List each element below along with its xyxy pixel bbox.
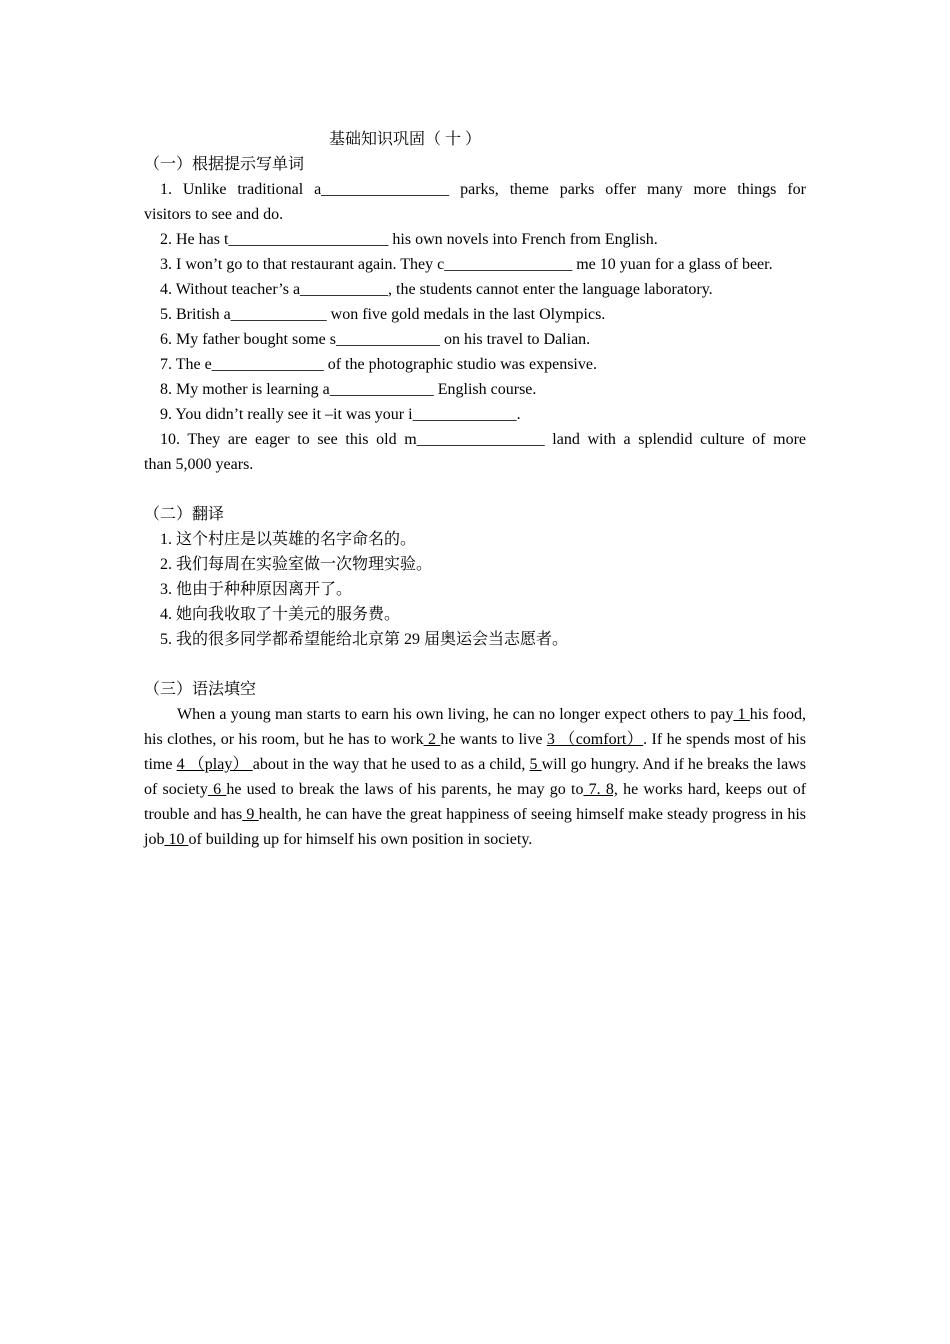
translation-1: 1. 这个村庄是以英雄的名字命名的。 [160, 531, 417, 548]
passage-text: he used to break the laws of his parents, he may go to [226, 781, 584, 798]
blank-3: 3 （comfort） [546, 731, 644, 748]
question-1-line-2: visitors to see and do. [144, 206, 284, 223]
blank-7-8: 7. 8, [583, 781, 618, 798]
passage-text: he wants to live [440, 731, 547, 748]
blank-9: 9 [242, 806, 259, 823]
question-2: 2. He has t____________________ his own novels into French from English. [160, 231, 658, 248]
question-9: 9. You didn’t really see it –it was your i_____________. [160, 406, 521, 423]
passage-text: about in the way that he used to as a child, [252, 756, 530, 773]
translation-2: 2. 我们每周在实验室做一次物理实验。 [160, 556, 433, 573]
question-6: 6. My father bought some s_____________ on his travel to Dalian. [160, 331, 591, 348]
section-2-heading: （二）翻译 [144, 506, 225, 523]
translation-3: 3. 他由于种种原因离开了。 [160, 581, 353, 598]
blank-4: 4 （play） [176, 756, 253, 773]
question-8: 8. My mother is learning a_____________ English course. [160, 381, 537, 398]
blank-10: 10 [164, 831, 189, 848]
question-10-line-2: than 5,000 years. [144, 456, 254, 473]
spacer [144, 477, 806, 502]
question-7: 7. The e______________ of the photographic studio was expensive. [160, 356, 597, 373]
passage-text: health, he can have the great happiness of seeing himself make steady progress in his job [144, 806, 807, 848]
translation-5: 5. 我的很多同学都希望能给北京第 29 届奥运会当志愿者。 [160, 631, 569, 648]
blank-6: 6 [207, 781, 227, 798]
section-1-heading: （一）根据提示写单词 [144, 156, 305, 173]
passage-text: of building up for himself his own position in society. [188, 831, 533, 848]
question-4: 4. Without teacher’s a___________, the students cannot enter the language laboratory. [160, 281, 713, 298]
passage-text: . If he spends most of his time [144, 731, 807, 773]
question-3: 3. I won’t go to that restaurant again. They c________________ me 10 yuan for a glass of beer. [160, 256, 773, 273]
passage-text: he works hard, keeps out of trouble and has [144, 781, 807, 823]
blank-2: 2 [423, 731, 441, 748]
section-3-heading: （三）语法填空 [144, 681, 257, 698]
passage-text: will go hungry. And if he breaks the laws of society [144, 756, 807, 798]
blank-5: 5 [529, 756, 542, 773]
passage-text: his food, his clothes, or his room, but he has to work [144, 706, 807, 748]
spacer [144, 652, 806, 677]
cloze-passage [144, 702, 806, 852]
question-5: 5. British a____________ won five gold medals in the last Olympics. [160, 306, 606, 323]
document-page [144, 128, 806, 852]
page-title: 基础知识巩固（ 十 ） [329, 131, 482, 148]
question-10-line-1: 10. They are eager to see this old m________________ land with a splendid culture of more [160, 431, 806, 448]
blank-1: 1 [733, 706, 750, 723]
translation-4: 4. 她向我收取了十美元的服务费。 [160, 606, 401, 623]
passage-text: When a young man starts to earn his own living, he can no longer expect others to pay [177, 706, 734, 723]
question-1-line-1: 1. Unlike traditional a________________ parks, theme parks offer many more things for [160, 181, 806, 198]
